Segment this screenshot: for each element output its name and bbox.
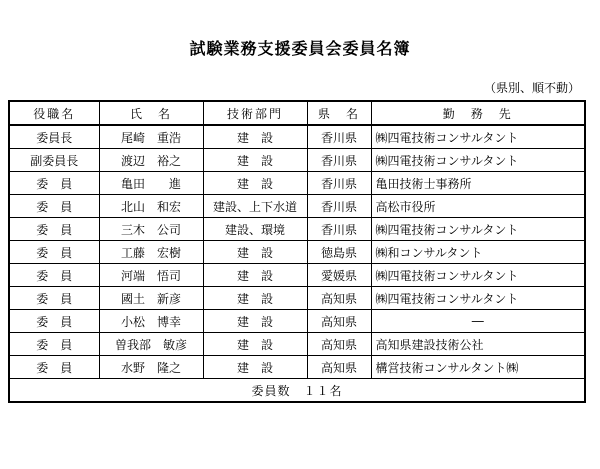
table-row: [9, 172, 585, 195]
name-cell: 三木 公司: [99, 218, 203, 241]
header-dept: 技術部門: [203, 101, 307, 125]
workplace-cell: 構営技術コンサルタント㈱: [371, 356, 585, 379]
prefecture-cell: 高知県: [307, 310, 371, 333]
workplace-cell: 高知県建設技術公社: [371, 333, 585, 356]
dept-cell: 建 設: [203, 172, 307, 195]
name-cell: 渡辺 裕之: [99, 149, 203, 172]
member-roster-table: [8, 100, 586, 403]
dept-cell: 建 設: [203, 149, 307, 172]
name-cell: 小松 博幸: [99, 310, 203, 333]
document-title: 試験業務支援委員会委員名簿: [189, 39, 411, 58]
role-cell: 委 員: [9, 195, 99, 218]
prefecture-cell: 香川県: [307, 218, 371, 241]
dept-cell: 建 設: [203, 310, 307, 333]
table-row: [9, 287, 585, 310]
table-row: [9, 149, 585, 172]
dept-cell: 建 設: [203, 333, 307, 356]
table-row: [9, 125, 585, 149]
prefecture-cell: 香川県: [307, 172, 371, 195]
workplace-cell: ―: [371, 310, 585, 333]
table-row: [9, 356, 585, 379]
header-workplace: 勤 務 先: [371, 101, 585, 125]
prefecture-cell: 香川県: [307, 125, 371, 149]
member-count: 委員数 １１名: [9, 379, 585, 403]
total-row: [9, 379, 585, 403]
role-cell: 委 員: [9, 333, 99, 356]
dept-cell: 建 設: [203, 241, 307, 264]
workplace-cell: 高松市役所: [371, 195, 585, 218]
name-cell: 曽我部 敏彦: [99, 333, 203, 356]
prefecture-cell: 高知県: [307, 333, 371, 356]
role-cell: 委 員: [9, 287, 99, 310]
workplace-cell: ㈱四電技術コンサルタント: [371, 287, 585, 310]
table-row: [9, 195, 585, 218]
header-name: 氏 名: [99, 101, 203, 125]
role-cell: 委 員: [9, 310, 99, 333]
name-cell: 北山 和宏: [99, 195, 203, 218]
prefecture-cell: 香川県: [307, 195, 371, 218]
dept-cell: 建 設: [203, 287, 307, 310]
role-cell: 委 員: [9, 172, 99, 195]
table-row: [9, 264, 585, 287]
workplace-cell: ㈱和コンサルタント: [371, 241, 585, 264]
workplace-cell: ㈱四電技術コンサルタント: [371, 264, 585, 287]
prefecture-cell: 愛媛県: [307, 264, 371, 287]
role-cell: 委 員: [9, 264, 99, 287]
role-cell: 委 員: [9, 241, 99, 264]
header-role: 役職名: [9, 101, 99, 125]
name-cell: 亀田 進: [99, 172, 203, 195]
sort-note: （県別、順不動）: [483, 81, 580, 95]
table-row: [9, 218, 585, 241]
role-cell: 委 員: [9, 356, 99, 379]
workplace-cell: ㈱四電技術コンサルタント: [371, 125, 585, 149]
dept-cell: 建設、環境: [203, 218, 307, 241]
name-cell: 工藤 宏樹: [99, 241, 203, 264]
workplace-cell: ㈱四電技術コンサルタント: [371, 218, 585, 241]
prefecture-cell: 香川県: [307, 149, 371, 172]
table-header-row: [9, 101, 585, 125]
table-row: [9, 333, 585, 356]
prefecture-cell: 徳島県: [307, 241, 371, 264]
name-cell: 尾崎 重浩: [99, 125, 203, 149]
name-cell: 河端 悟司: [99, 264, 203, 287]
name-cell: 水野 隆之: [99, 356, 203, 379]
prefecture-cell: 高知県: [307, 287, 371, 310]
dept-cell: 建 設: [203, 125, 307, 149]
name-cell: 國土 新彦: [99, 287, 203, 310]
role-cell: 委員長: [9, 125, 99, 149]
table-row: [9, 241, 585, 264]
role-cell: 副委員長: [9, 149, 99, 172]
dept-cell: 建 設: [203, 264, 307, 287]
table-row: [9, 310, 585, 333]
header-prefecture: 県 名: [307, 101, 371, 125]
workplace-cell: 亀田技術士事務所: [371, 172, 585, 195]
dept-cell: 建設、上下水道: [203, 195, 307, 218]
dept-cell: 建 設: [203, 356, 307, 379]
prefecture-cell: 高知県: [307, 356, 371, 379]
workplace-cell: ㈱四電技術コンサルタント: [371, 149, 585, 172]
role-cell: 委 員: [9, 218, 99, 241]
